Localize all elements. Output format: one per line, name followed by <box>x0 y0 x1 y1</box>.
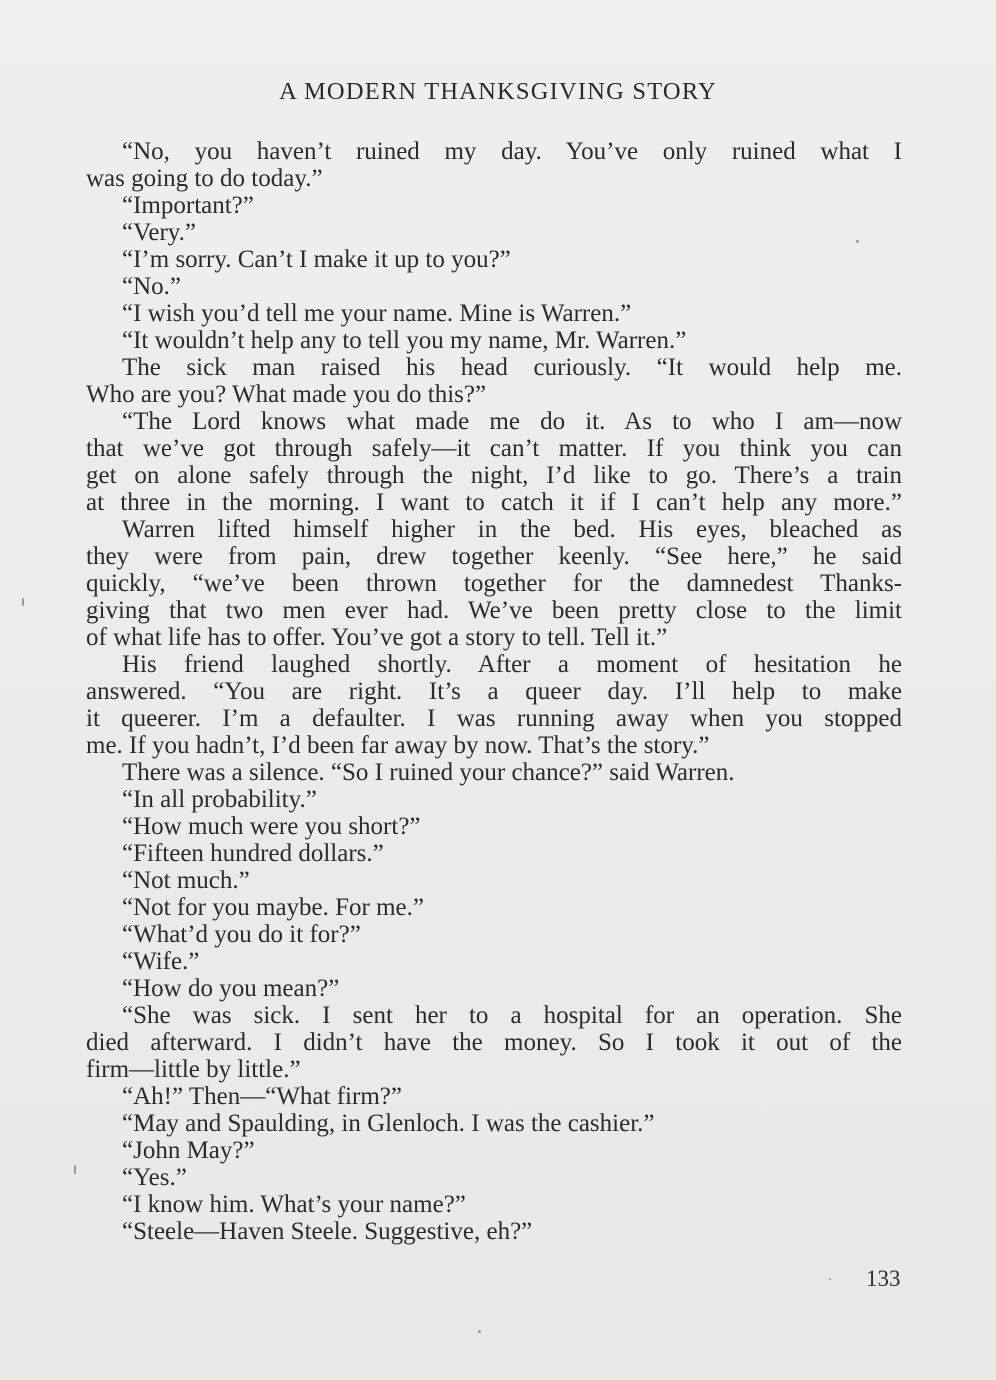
text-line: it queerer. I’m a defaulter. I was running away when you stopped <box>86 705 902 732</box>
paper-speck <box>22 598 24 606</box>
text-line: “Not for you maybe. For me.” <box>122 894 425 921</box>
text-line: “No, you haven’t ruined my day. You’ve only ruined what I <box>122 138 902 165</box>
text-line: they were from pain, drew together keenly. “See here,” he said <box>86 543 902 570</box>
text-line: “I know him. What’s your name?” <box>122 1191 466 1218</box>
text-line: “She was sick. I sent her to a hospital for an operation. She <box>122 1002 902 1029</box>
paper-speck <box>478 1330 481 1333</box>
text-line: “How do you mean?” <box>122 975 340 1002</box>
text-line: His friend laughed shortly. After a moment of hesitation he <box>122 651 902 678</box>
text-line: firm—little by little.” <box>86 1056 301 1083</box>
text-line: died afterward. I didn’t have the money. So I took it out of the <box>86 1029 902 1056</box>
text-line: at three in the morning. I want to catch it if I can’t help any more.” <box>86 489 902 516</box>
paper-speck <box>856 240 859 243</box>
text-line: “In all probability.” <box>122 786 317 813</box>
text-line: Warren lifted himself higher in the bed. His eyes, bleached as <box>122 516 902 543</box>
text-line: “Yes.” <box>122 1164 187 1191</box>
text-line: The sick man raised his head curiously. “It would help me. <box>122 354 902 381</box>
text-line: “No.” <box>122 273 181 300</box>
text-line: “I’m sorry. Can’t I make it up to you?” <box>122 246 511 273</box>
text-line: “John May?” <box>122 1137 255 1164</box>
text-line: “Wife.” <box>122 948 200 975</box>
text-line: “What’d you do it for?” <box>122 921 361 948</box>
running-head: A MODERN THANKSGIVING STORY <box>279 78 717 105</box>
paper-speck <box>74 1165 76 1174</box>
text-line: “How much were you short?” <box>122 813 421 840</box>
text-line: “Not much.” <box>122 867 250 894</box>
text-line: “The Lord knows what made me do it. As to who I am—now <box>122 408 902 435</box>
text-line: “Very.” <box>122 219 197 246</box>
text-line: that we’ve got through safely—it can’t matter. If you think you can <box>86 435 902 462</box>
text-line: “Fifteen hundred dollars.” <box>122 840 384 867</box>
paper-speck <box>829 1278 831 1280</box>
text-line: get on alone safely through the night, I’d like to go. There’s a train <box>86 462 902 489</box>
text-line: “Steele—Haven Steele. Suggestive, eh?” <box>122 1218 533 1245</box>
text-line: Who are you? What made you do this?” <box>86 381 487 408</box>
text-line: quickly, “we’ve been thrown together for the damnedest Thanks- <box>86 570 902 597</box>
text-line: There was a silence. “So I ruined your chance?” said Warren. <box>122 759 735 786</box>
body-text <box>86 138 902 1245</box>
text-line: me. If you hadn’t, I’d been far away by now. That’s the story.” <box>86 732 710 759</box>
text-line: “Ah!” Then—“What firm?” <box>122 1083 402 1110</box>
text-line: “Important?” <box>122 192 254 219</box>
page-number: 133 <box>866 1266 901 1291</box>
text-line: answered. “You are right. It’s a queer day. I’ll help to make <box>86 678 902 705</box>
text-line: was going to do today.” <box>86 165 323 192</box>
text-line: “May and Spaulding, in Glenloch. I was the cashier.” <box>122 1110 655 1137</box>
text-line: of what life has to offer. You’ve got a story to tell. Tell it.” <box>86 624 668 651</box>
text-line: “I wish you’d tell me your name. Mine is Warren.” <box>122 300 632 327</box>
text-line: “It wouldn’t help any to tell you my name, Mr. Warren.” <box>122 327 687 354</box>
text-line: giving that two men ever had. We’ve been pretty close to the limit <box>86 597 902 624</box>
